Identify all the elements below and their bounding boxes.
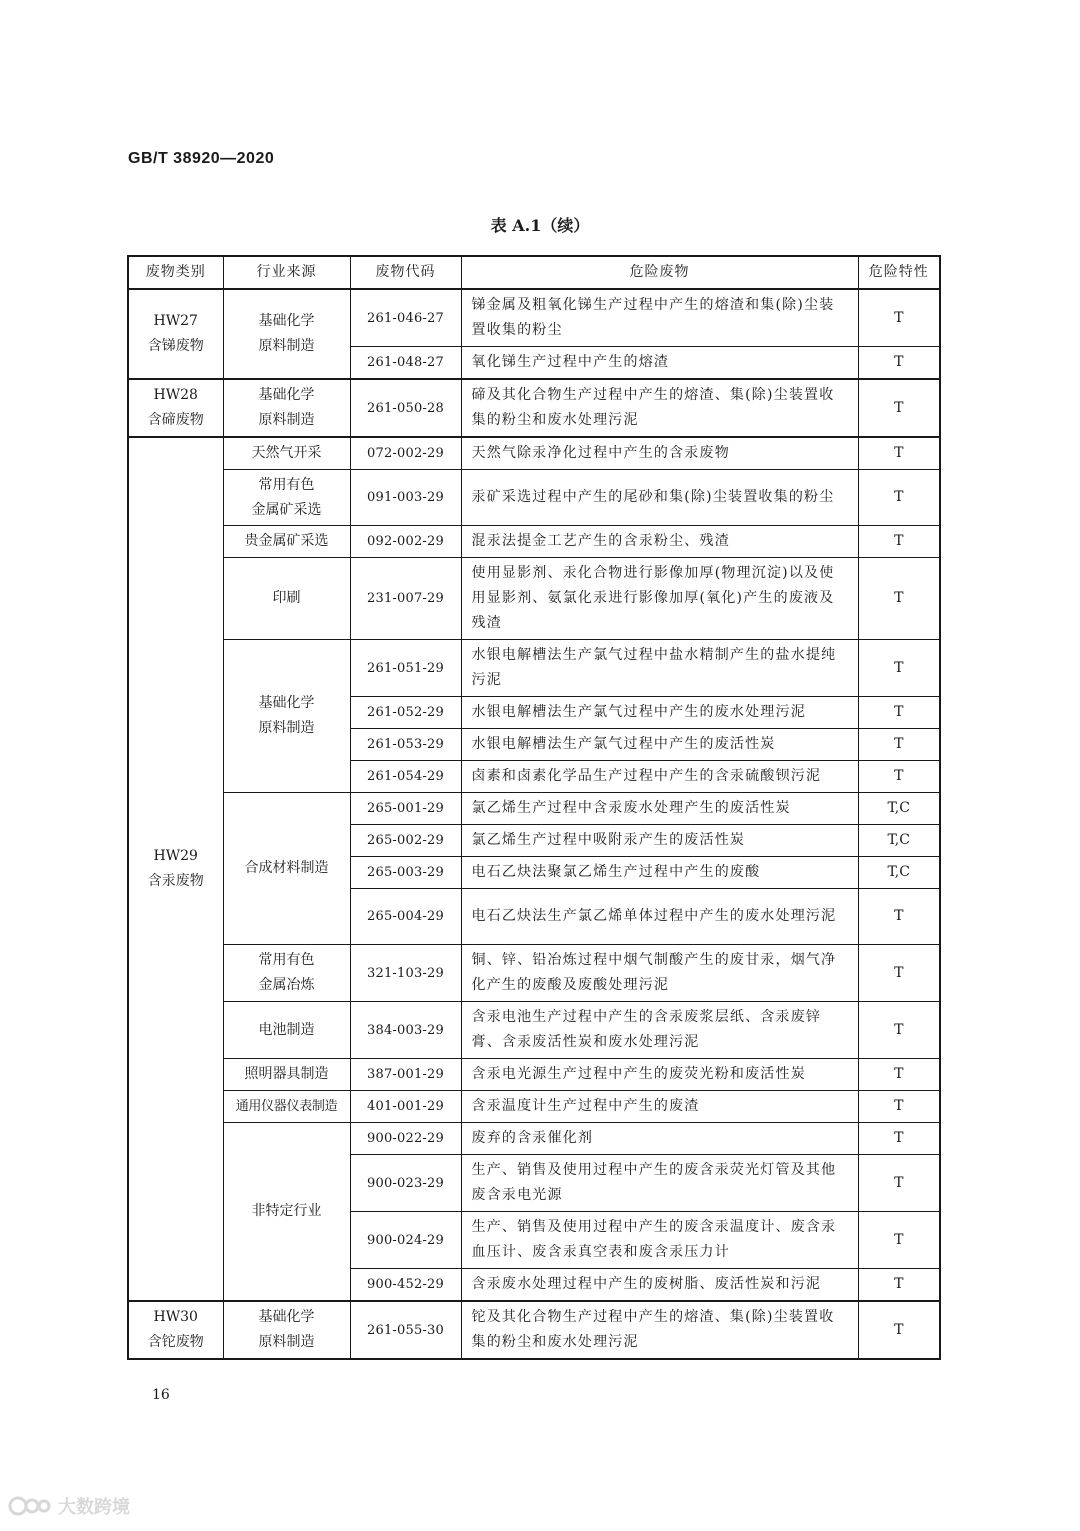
column-header: 废物类别 (128, 256, 223, 289)
table-header-row (128, 256, 940, 289)
table-row (128, 1123, 940, 1155)
table-row (128, 640, 940, 697)
category-cell: HW27 含锑废物 (128, 289, 223, 379)
hazard-property-cell: T (858, 1269, 940, 1302)
table-row (128, 945, 940, 1002)
industry-cell: 基础化学 原料制造 (223, 379, 350, 437)
waste-code-cell: 900-024-29 (350, 1212, 461, 1269)
waste-description-cell: 废弃的含汞催化剂 (461, 1123, 858, 1155)
hazard-property-cell: T (858, 697, 940, 729)
table-row (128, 1002, 940, 1059)
hazardous-waste-table (127, 255, 941, 1360)
waste-description-cell: 含汞电光源生产过程中产生的废荧光粉和废活性炭 (461, 1059, 858, 1091)
category-cell: HW29 含汞废物 (128, 437, 223, 1301)
waste-code-cell: 261-050-28 (350, 379, 461, 437)
waste-description-cell: 混汞法提金工艺产生的含汞粉尘、残渣 (461, 526, 858, 558)
waste-code-cell: 900-023-29 (350, 1155, 461, 1212)
waste-description-cell: 锑金属及粗氧化锑生产过程中产生的熔渣和集(除)尘装置收集的粉尘 (461, 289, 858, 347)
waste-code-cell: 265-001-29 (350, 793, 461, 825)
industry-cell: 基础化学 原料制造 (223, 289, 350, 379)
column-header: 行业来源 (223, 256, 350, 289)
waste-description-cell: 水银电解槽法生产氯气过程中产生的废水处理污泥 (461, 697, 858, 729)
waste-code-cell: 265-002-29 (350, 825, 461, 857)
hazard-property-cell: T (858, 945, 940, 1002)
industry-cell: 照明器具制造 (223, 1059, 350, 1091)
hazard-property-cell: T (858, 1123, 940, 1155)
industry-cell: 常用有色 金属矿采选 (223, 470, 350, 526)
industry-cell: 通用仪器仪表制造 (223, 1091, 350, 1123)
waste-description-cell: 水银电解槽法生产氯气过程中产生的废活性炭 (461, 729, 858, 761)
waste-description-cell: 卤素和卤素化学品生产过程中产生的含汞硫酸钡污泥 (461, 761, 858, 793)
hazard-property-cell: T (858, 761, 940, 793)
waste-code-cell: 265-003-29 (350, 857, 461, 889)
industry-cell: 常用有色 金属冶炼 (223, 945, 350, 1002)
waste-description-cell: 碲及其化合物生产过程中产生的熔渣、集(除)尘装置收集的粉尘和废水处理污泥 (461, 379, 858, 437)
hazard-property-cell: T (858, 1212, 940, 1269)
waste-code-cell: 231-007-29 (350, 558, 461, 640)
waste-code-cell: 261-046-27 (350, 289, 461, 347)
hazard-property-cell: T,C (858, 793, 940, 825)
waste-code-cell: 091-003-29 (350, 470, 461, 526)
watermark (8, 1493, 130, 1519)
table-row (128, 379, 940, 437)
waste-description-cell: 天然气除汞净化过程中产生的含汞废物 (461, 437, 858, 470)
table-row (128, 1059, 940, 1091)
page-number: 16 (152, 1387, 170, 1403)
hazard-property-cell: T (858, 1155, 940, 1212)
hazard-property-cell: T,C (858, 857, 940, 889)
waste-code-cell: 900-452-29 (350, 1269, 461, 1302)
table-caption: 表 A.1（续） (490, 216, 590, 235)
waste-code-cell: 387-001-29 (350, 1059, 461, 1091)
waste-description-cell: 水银电解槽法生产氯气过程中盐水精制产生的盐水提纯污泥 (461, 640, 858, 697)
hazard-property-cell: T (858, 379, 940, 437)
waste-code-cell: 261-053-29 (350, 729, 461, 761)
waste-code-cell: 321-103-29 (350, 945, 461, 1002)
waste-description-cell: 含汞电池生产过程中产生的含汞废浆层纸、含汞废锌膏、含汞废活性炭和废水处理污泥 (461, 1002, 858, 1059)
waste-description-cell: 铊及其化合物生产过程中产生的熔渣、集(除)尘装置收集的粉尘和废水处理污泥 (461, 1301, 858, 1359)
table-row (128, 1091, 940, 1123)
hazard-property-cell: T (858, 526, 940, 558)
waste-code-cell: 261-052-29 (350, 697, 461, 729)
waste-description-cell: 含汞废水处理过程中产生的废树脂、废活性炭和污泥 (461, 1269, 858, 1302)
hazard-property-cell: T (858, 729, 940, 761)
hazard-property-cell: T (858, 558, 940, 640)
waste-code-cell: 261-054-29 (350, 761, 461, 793)
column-header: 危险废物 (461, 256, 858, 289)
watermark-text: 大数跨境 (58, 1497, 130, 1518)
waste-code-cell: 265-004-29 (350, 889, 461, 945)
table-row (128, 793, 940, 825)
waste-description-cell: 电石乙炔法生产氯乙烯单体过程中产生的废水处理污泥 (461, 889, 858, 945)
industry-cell: 非特定行业 (223, 1123, 350, 1302)
hazard-property-cell: T,C (858, 825, 940, 857)
hazard-property-cell: T (858, 1002, 940, 1059)
waste-description-cell: 氯乙烯生产过程中吸附汞产生的废活性炭 (461, 825, 858, 857)
industry-cell: 合成材料制造 (223, 793, 350, 945)
category-cell: HW30 含铊废物 (128, 1301, 223, 1359)
table-row (128, 558, 940, 640)
table-row (128, 526, 940, 558)
table-row (128, 437, 940, 470)
hazard-property-cell: T (858, 1091, 940, 1123)
industry-cell: 贵金属矿采选 (223, 526, 350, 558)
waste-description-cell: 电石乙炔法聚氯乙烯生产过程中产生的废酸 (461, 857, 858, 889)
waste-description-cell: 使用显影剂、汞化合物进行影像加厚(物理沉淀)以及使用显影剂、氨氯化汞进行影像加厚(氧化)产生的废液及残渣 (461, 558, 858, 640)
hazard-property-cell: T (858, 889, 940, 945)
waste-description-cell: 生产、销售及使用过程中产生的废含汞温度计、废含汞血压计、废含汞真空表和废含汞压力计 (461, 1212, 858, 1269)
industry-cell: 基础化学 原料制造 (223, 640, 350, 793)
hazard-property-cell: T (858, 347, 940, 380)
table-row (128, 289, 940, 347)
waste-description-cell: 生产、销售及使用过程中产生的废含汞荧光灯管及其他废含汞电光源 (461, 1155, 858, 1212)
waste-description-cell: 氯乙烯生产过程中含汞废水处理产生的废活性炭 (461, 793, 858, 825)
waste-code-cell: 072-002-29 (350, 437, 461, 470)
industry-cell: 基础化学 原料制造 (223, 1301, 350, 1359)
table-row (128, 1301, 940, 1359)
industry-cell: 印刷 (223, 558, 350, 640)
waste-code-cell: 261-051-29 (350, 640, 461, 697)
hazard-property-cell: T (858, 1301, 940, 1359)
waste-code-cell: 900-022-29 (350, 1123, 461, 1155)
industry-cell: 电池制造 (223, 1002, 350, 1059)
hazard-property-cell: T (858, 437, 940, 470)
waste-code-cell: 261-055-30 (350, 1301, 461, 1359)
hazard-property-cell: T (858, 289, 940, 347)
hazard-property-cell: T (858, 640, 940, 697)
waste-code-cell: 401-001-29 (350, 1091, 461, 1123)
hazard-property-cell: T (858, 1059, 940, 1091)
brand-logo-icon (8, 1493, 52, 1519)
waste-code-cell: 092-002-29 (350, 526, 461, 558)
waste-code-cell: 384-003-29 (350, 1002, 461, 1059)
industry-cell: 天然气开采 (223, 437, 350, 470)
waste-description-cell: 汞矿采选过程中产生的尾砂和集(除)尘装置收集的粉尘 (461, 470, 858, 526)
waste-description-cell: 铜、锌、铅冶炼过程中烟气制酸产生的废甘汞，烟气净化产生的废酸及废酸处理污泥 (461, 945, 858, 1002)
standard-code: GB/T 38920—2020 (128, 150, 275, 167)
waste-code-cell: 261-048-27 (350, 347, 461, 380)
category-cell: HW28 含碲废物 (128, 379, 223, 437)
hazard-property-cell: T (858, 470, 940, 526)
waste-description-cell: 氧化锑生产过程中产生的熔渣 (461, 347, 858, 380)
table-row (128, 470, 940, 526)
column-header: 废物代码 (350, 256, 461, 289)
column-header: 危险特性 (858, 256, 940, 289)
waste-description-cell: 含汞温度计生产过程中产生的废渣 (461, 1091, 858, 1123)
